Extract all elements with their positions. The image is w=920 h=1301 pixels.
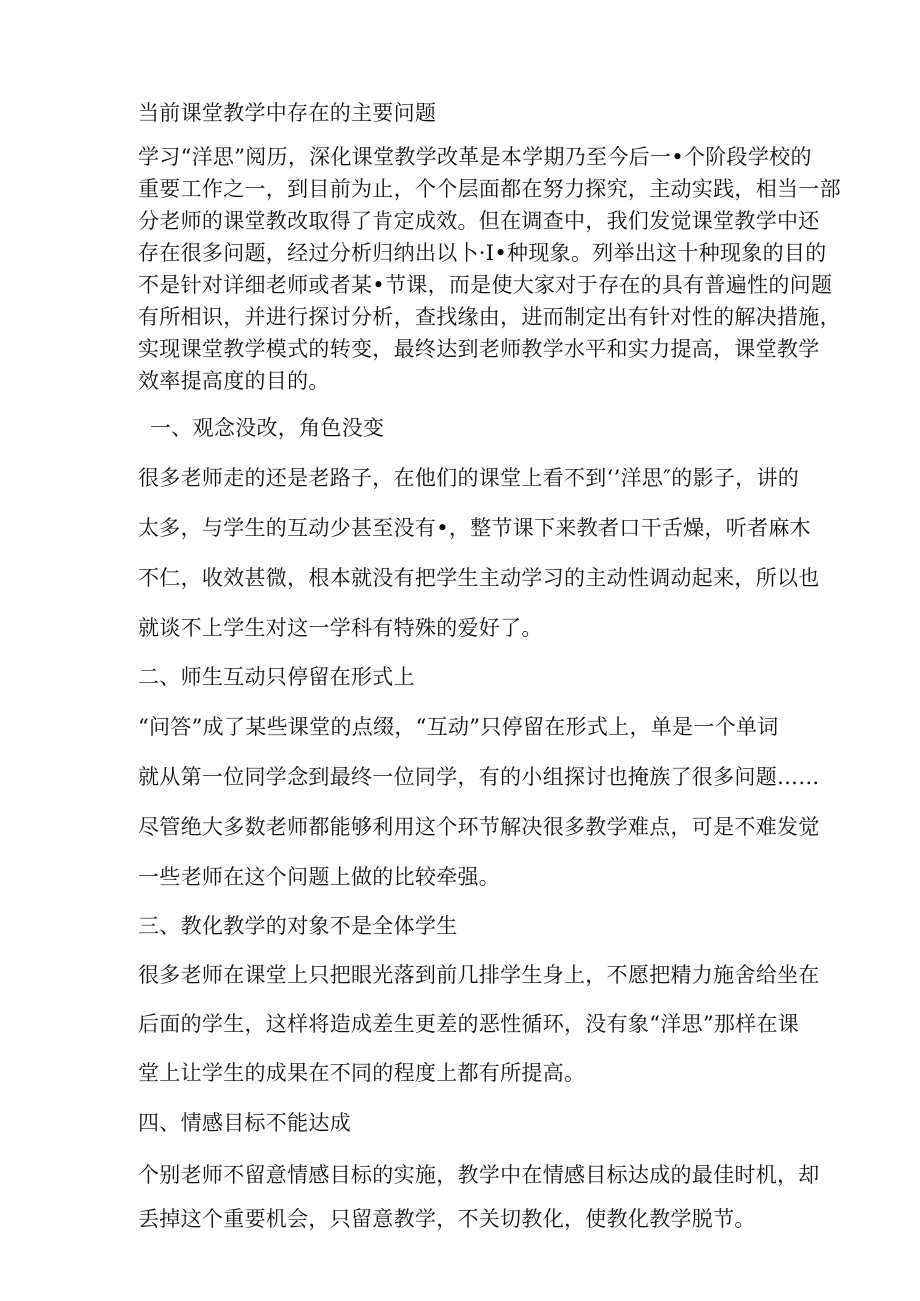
section-1-heading: 一、观念没改，角色没变: [150, 416, 385, 440]
section-2-heading: 二、师生互动只停留在形式上: [138, 665, 415, 689]
section-1-line-3: 不仁，收效甚微，根本就没有把学生主动学习的主动性调动起来，所以也: [138, 566, 820, 590]
intro-line-3: 分老师的课堂教改取得了肯定成效。但在调查中，我们发觉课堂教学中还: [138, 209, 820, 233]
section-3-line-2: 后面的学生，这样将造成差生更差的恶性循环，没有象“洋思”那样在课: [138, 1012, 800, 1036]
section-1-line-4: 就谈不上学生对这一学科有特殊的爱好了。: [138, 616, 543, 640]
section-4-line-1: 个别老师不留意情感目标的实施，教学中在情感目标达成的最佳时机，却: [138, 1163, 820, 1187]
intro-line-6: 有所相识，并进行探讨分析，查找缘由，进而制定出有针对性的解决措施，: [138, 305, 841, 329]
section-2-line-3: 尽管绝大多数老师都能够利用这个环节解决很多教学难点，可是不难发觉: [138, 815, 820, 839]
intro-line-1: 学习“洋思”阅历，深化课堂教学改革是本学期乃至今后一•个阶段学校的: [138, 145, 812, 169]
section-2-line-1: “问答”成了某些课堂的点缀，“互动”只停留在形式上，单是一个单词: [138, 715, 779, 739]
section-1-line-2: 太多，与学生的互动少甚至没有•，整节课下来教者口干舌燥，听者麻木: [138, 516, 811, 540]
section-3-line-1: 很多老师在课堂上只把眼光落到前几排学生身上，不愿把精力施舍给坐在: [138, 963, 820, 987]
intro-line-4: 存在很多问题，经过分析归纳出以卜·I•种现象。列举出这十种现象的目的: [138, 241, 827, 265]
section-2-line-4: 一些老师在这个问题上做的比较牵强。: [138, 865, 501, 889]
section-1-line-1: 很多老师走的还是老路子，在他们的课堂上看不到‘’洋思″的影子，讲的: [138, 466, 800, 490]
intro-line-8: 效率提高度的目的。: [138, 369, 330, 393]
section-3-line-3: 堂上让学生的成果在不同的程度上都有所提高。: [138, 1061, 586, 1085]
intro-line-5: 不是针对详细老师或者某•节课，而是使大家对于存在的具有普遍性的问题: [138, 273, 833, 297]
intro-line-7: 实现课堂教学模式的转变，最终达到老师教学水平和实力提高，课堂教学: [138, 337, 820, 361]
section-3-heading: 三、教化教学的对象不是全体学生: [138, 914, 458, 938]
section-4-line-2: 丢掉这个重要机会，只留意教学，不关切教化，使教化教学脱节。: [138, 1207, 756, 1231]
document-title: 当前课堂教学中存在的主要问题: [138, 101, 437, 125]
section-4-heading: 四、情感目标不能达成: [138, 1111, 351, 1135]
intro-line-2: 重要工作之一，到目前为止，个个层面都在努力探究，主动实践，相当一部: [138, 177, 841, 201]
section-2-line-2: 就从第一位同学念到最终一位同学，有的小组探讨也掩族了很多问题……: [138, 765, 820, 789]
